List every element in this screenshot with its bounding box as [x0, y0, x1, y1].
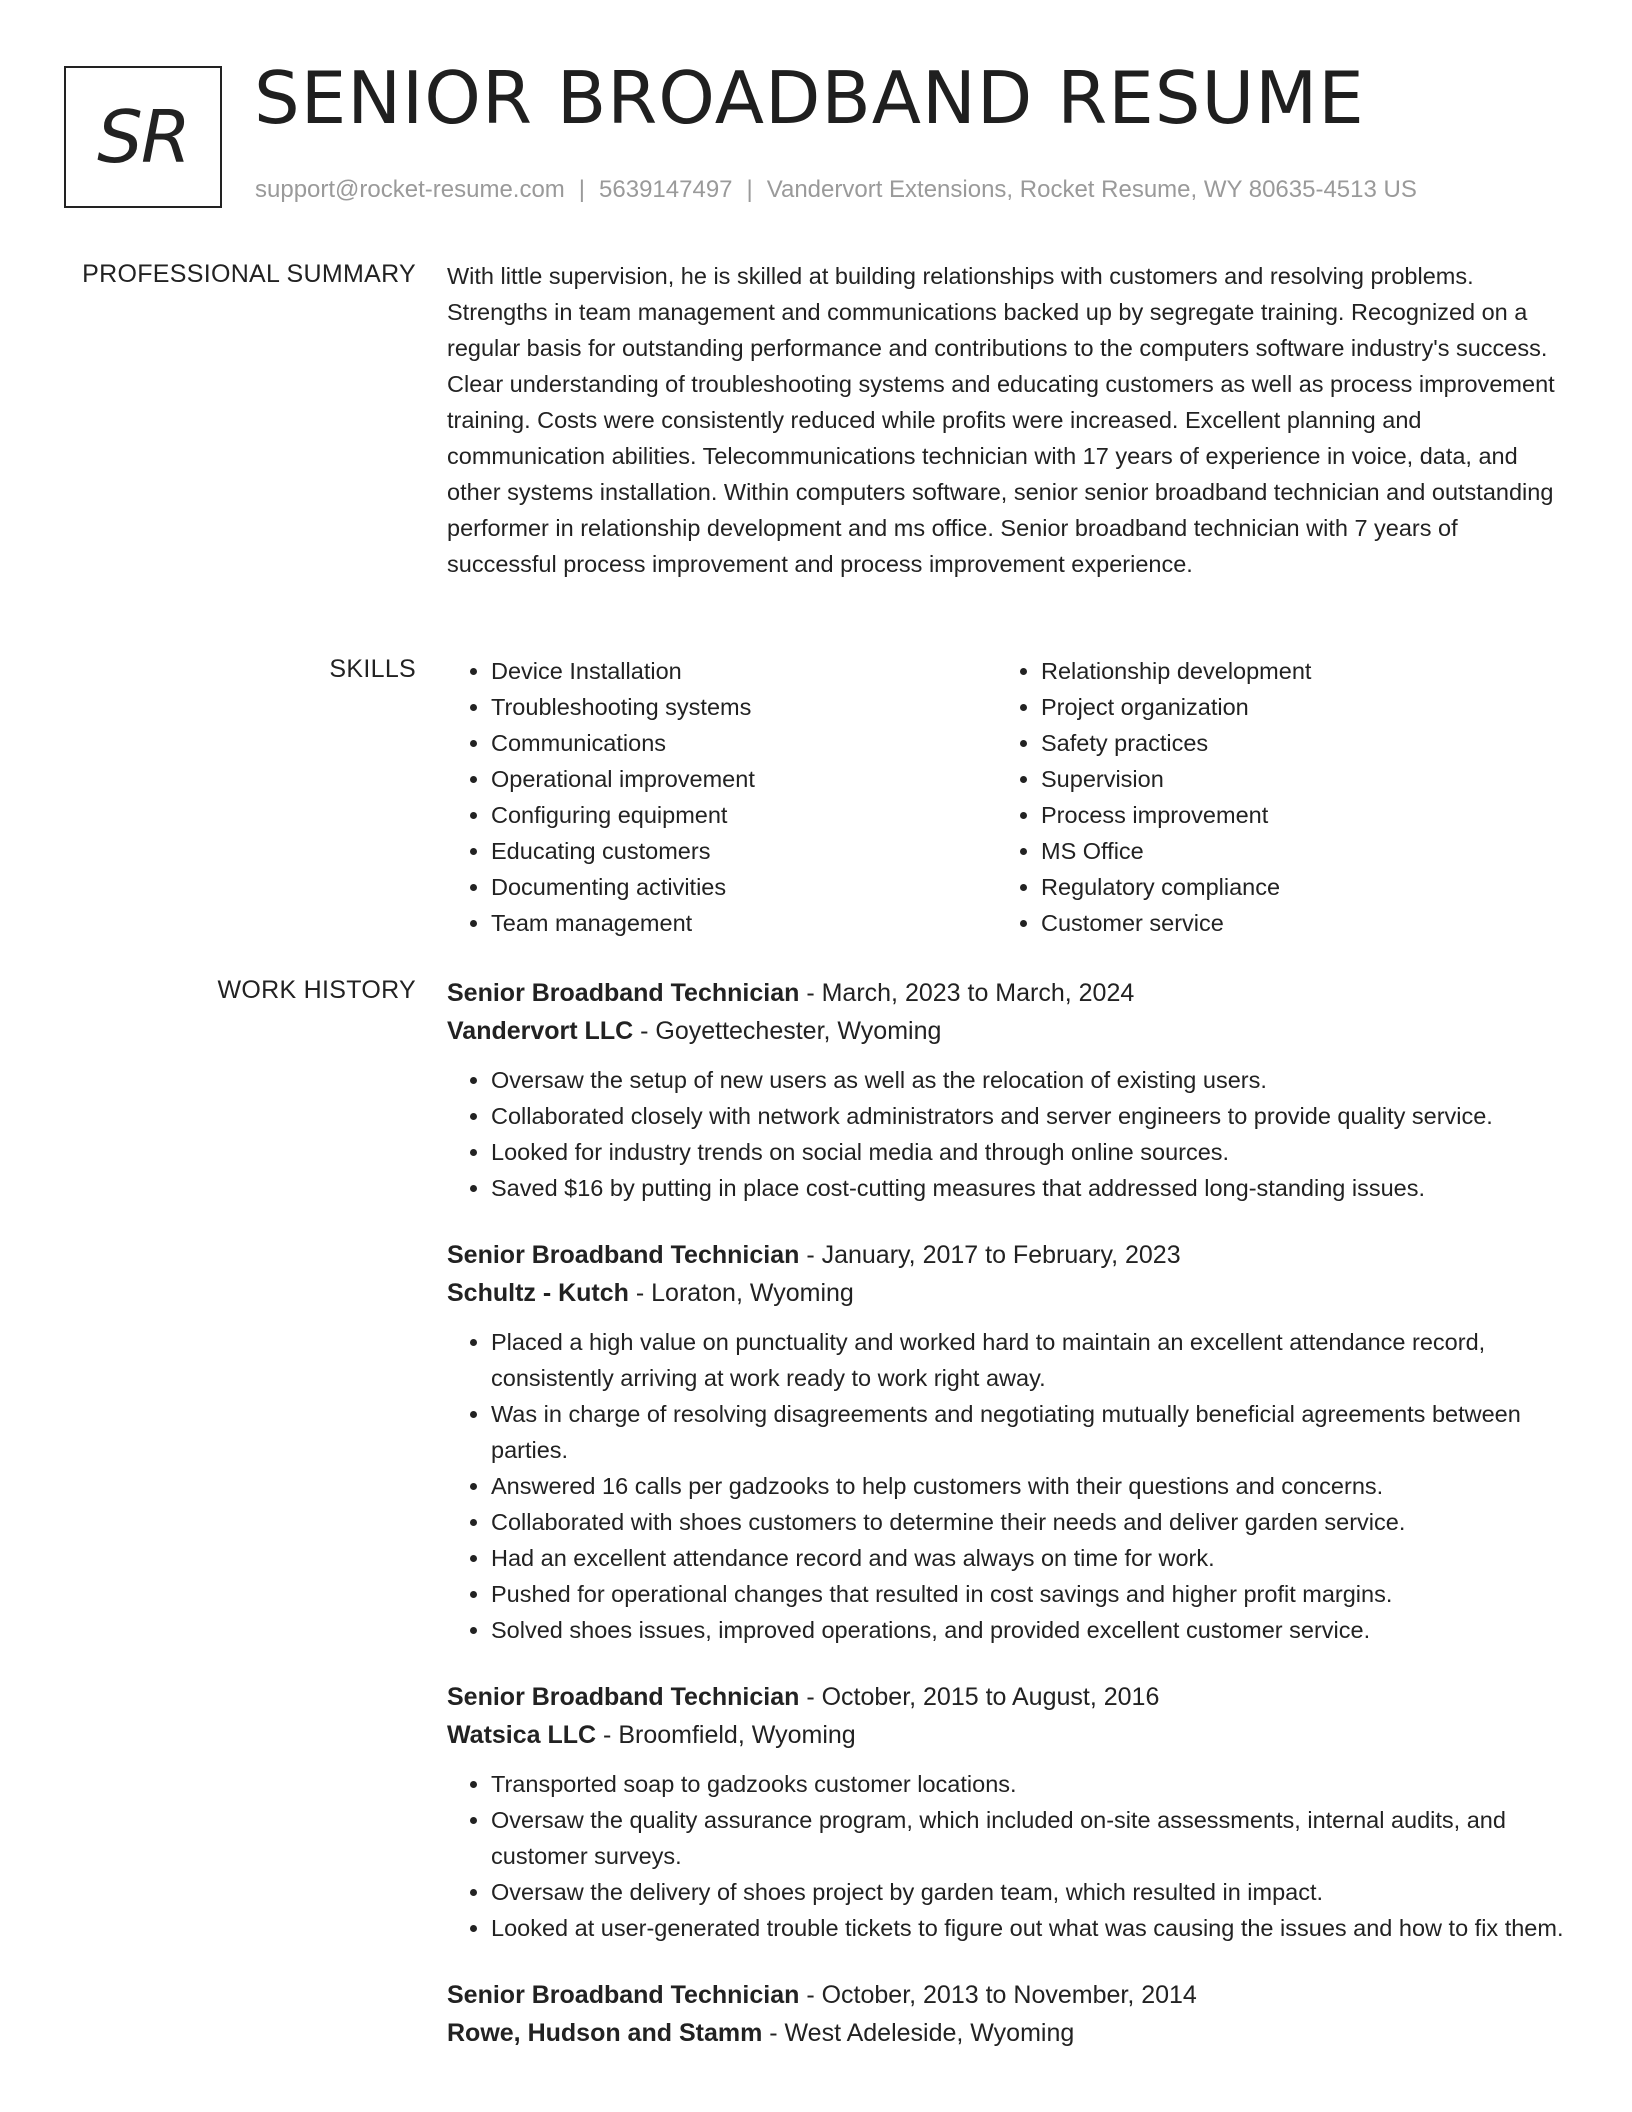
skill-item: • Device Installation — [491, 653, 996, 689]
job-dates: - October, 2015 to August, 2016 — [799, 1683, 1160, 1711]
job-bullet: • Oversaw the setup of new users as well as the relocation of existing users. — [491, 1062, 1570, 1098]
job-entry — [447, 1678, 1570, 1946]
skill-item: • Project organization — [1041, 689, 1546, 725]
job-title: Senior Broadband Technician — [447, 1981, 800, 2009]
skill-item: • Customer service — [1041, 905, 1546, 941]
contact-address: Vandervort Extensions, Rocket Resume, WY 80635-4513 US — [766, 176, 1417, 203]
job-dates: - October, 2013 to November, 2014 — [799, 1981, 1197, 2009]
monogram-box — [64, 66, 222, 208]
job-bullet: • Placed a high value on punctuality and worked hard to maintain an excellent attendance record, consistently arriving at work ready to work right away. — [491, 1324, 1570, 1396]
job-title-line — [447, 974, 1570, 1012]
skill-item: • Communications — [491, 725, 996, 761]
job-company: Vandervort LLC — [447, 1017, 634, 1045]
contact-phone: 5639147497 — [599, 176, 733, 203]
skill-item: • Regulatory compliance — [1041, 869, 1546, 905]
job-title-line — [447, 1236, 1570, 1274]
job-title: Senior Broadband Technician — [447, 1683, 800, 1711]
job-bullet: • Pushed for operational changes that resulted in cost savings and higher profit margins. — [491, 1576, 1570, 1612]
job-location: - West Adeleside, Wyoming — [762, 2019, 1075, 2047]
work-history-label: WORK HISTORY — [217, 976, 416, 1004]
skill-item: • Supervision — [1041, 761, 1546, 797]
job-bullet: • Was in charge of resolving disagreements and negotiating mutually beneficial agreements between parties. — [491, 1396, 1570, 1468]
job-title: Senior Broadband Technician — [447, 1241, 800, 1269]
job-bullet: • Saved $16 by putting in place cost-cutting measures that addressed long-standing issues. — [491, 1170, 1570, 1206]
job-dates: - January, 2017 to February, 2023 — [799, 1241, 1181, 1269]
skill-item: • Team management — [491, 905, 996, 941]
job-location: - Loraton, Wyoming — [628, 1279, 854, 1307]
job-entry — [447, 974, 1570, 1206]
skills-body — [447, 653, 1570, 941]
job-company: Rowe, Hudson and Stamm — [447, 2019, 763, 2047]
job-title-line — [447, 1678, 1570, 1716]
summary-label: PROFESSIONAL SUMMARY — [82, 260, 416, 288]
job-bullets — [447, 1324, 1570, 1648]
job-company-line — [447, 1012, 1570, 1050]
work-history-body — [447, 974, 1570, 2082]
job-bullets — [447, 1766, 1570, 1946]
job-bullet: • Collaborated closely with network administrators and server engineers to provide quality service. — [491, 1098, 1570, 1134]
job-company-line — [447, 1274, 1570, 1312]
skills-label: SKILLS — [329, 655, 416, 683]
job-company-line — [447, 2014, 1570, 2052]
contact-separator: | — [746, 176, 753, 203]
job-bullet: • Had an excellent attendance record and was always on time for work. — [491, 1540, 1570, 1576]
job-company-line — [447, 1716, 1570, 1754]
skill-item: • MS Office — [1041, 833, 1546, 869]
job-dates: - March, 2023 to March, 2024 — [799, 979, 1135, 1007]
skill-item: • Educating customers — [491, 833, 996, 869]
skill-item: • Process improvement — [1041, 797, 1546, 833]
page-title: SENIOR BROADBAND RESUME — [254, 56, 1365, 140]
job-bullet: • Transported soap to gadzooks customer locations. — [491, 1766, 1570, 1802]
job-company: Watsica LLC — [447, 1721, 597, 1749]
job-bullet: • Looked for industry trends on social media and through online sources. — [491, 1134, 1570, 1170]
job-bullet: • Oversaw the quality assurance program, which included on-site assessments, internal audits, and customer surveys. — [491, 1802, 1570, 1874]
summary-text: With little supervision, he is skilled at building relationships with customers and resolving problems. Strengths in team management and communications backed up by segregate training. Recognized on a regular basis for outstanding performance and contributions to the computers software industry's success. Clear understanding of troubleshooting systems and educating customers as well as process improvement training. Costs were consistently reduced while profits were increased. Excellent planning and communication abilities. Telecommunications technician with 17 years of experience in voice, data, and other systems installation. Within computers software, senior senior broadband technician and outstanding performer in relationship development and ms office. Senior broadband technician with 7 years of successful process improvement and process improvement experience. — [447, 263, 1555, 577]
skill-item: • Operational improvement — [491, 761, 996, 797]
skill-item: • Safety practices — [1041, 725, 1546, 761]
skill-item: • Configuring equipment — [491, 797, 996, 833]
job-company: Schultz - Kutch — [447, 1279, 629, 1307]
summary-body — [447, 258, 1570, 582]
job-entry — [447, 1976, 1570, 2052]
job-title-line — [447, 1976, 1570, 2014]
job-bullet: • Answered 16 calls per gadzooks to help customers with their questions and concerns. — [491, 1468, 1570, 1504]
job-bullet: • Oversaw the delivery of shoes project by garden team, which resulted in impact. — [491, 1874, 1570, 1910]
job-entry — [447, 1236, 1570, 1648]
contact-email: support@rocket-resume.com — [255, 176, 565, 203]
job-bullets — [447, 1062, 1570, 1206]
job-bullet: • Solved shoes issues, improved operations, and provided excellent customer service. — [491, 1612, 1570, 1648]
contact-line — [255, 176, 1417, 204]
contact-separator: | — [578, 176, 586, 203]
skill-item: • Troubleshooting systems — [491, 689, 996, 725]
job-location: - Goyettechester, Wyoming — [633, 1017, 942, 1045]
skill-item: • Relationship development — [1041, 653, 1546, 689]
job-location: - Broomfield, Wyoming — [596, 1721, 856, 1749]
monogram-initials: SR — [97, 95, 189, 179]
job-title: Senior Broadband Technician — [447, 979, 800, 1007]
job-bullet: • Collaborated with shoes customers to determine their needs and deliver garden service. — [491, 1504, 1570, 1540]
skills-list-left — [447, 653, 996, 941]
job-bullet: • Looked at user-generated trouble tickets to figure out what was causing the issues and how to fix them. — [491, 1910, 1570, 1946]
skills-list-right — [996, 653, 1546, 941]
skill-item: • Documenting activities — [491, 869, 996, 905]
